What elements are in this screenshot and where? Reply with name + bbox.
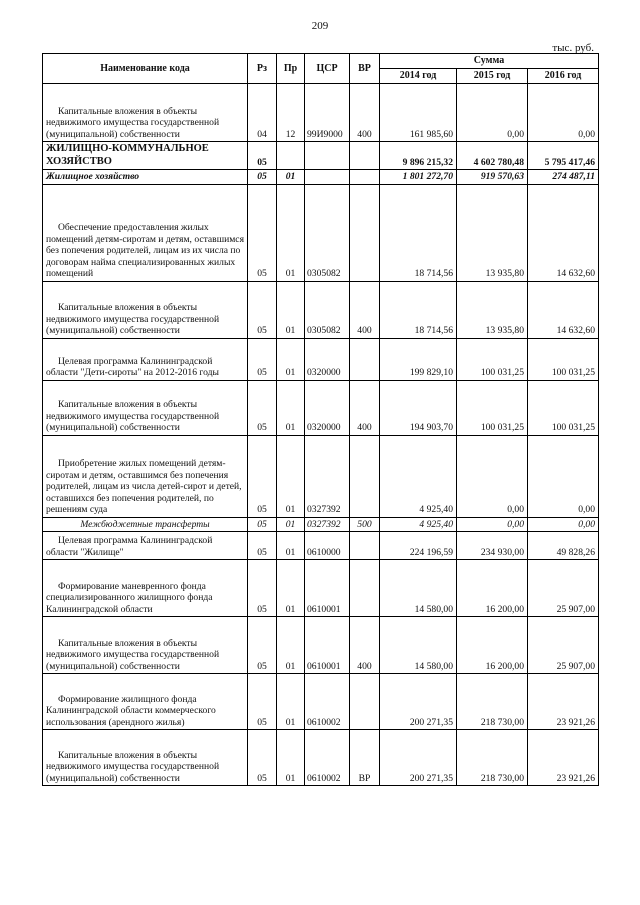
row-csr: 0327392 — [305, 517, 350, 532]
row-2014: 194 903,70 — [380, 380, 457, 435]
row-csr: 0305082 — [305, 184, 350, 281]
row-rz: 05 — [248, 184, 277, 281]
table-row — [43, 84, 599, 142]
row-vr: ВР — [350, 730, 380, 786]
header-rz: Рз — [248, 54, 277, 84]
row-name: Капитальные вложения в объекты недвижимого имущества государственной (муниципальной) собственности — [43, 730, 248, 786]
row-rz: 05 — [248, 560, 277, 617]
row-csr: 0327392 — [305, 435, 350, 517]
row-2016: 100 031,25 — [528, 338, 599, 380]
row-rz: 05 — [248, 435, 277, 517]
row-2014: 14 580,00 — [380, 560, 457, 617]
row-2016: 14 632,60 — [528, 281, 599, 338]
row-name: Капитальные вложения в объекты недвижимого имущества государственной (муниципальной) собственности — [43, 84, 248, 142]
row-csr: 0320000 — [305, 338, 350, 380]
row-vr — [350, 184, 380, 281]
row-pr: 01 — [277, 560, 305, 617]
row-name: Формирование жилищного фонда Калининградской области коммерческого использования (арендного жилья) — [43, 674, 248, 730]
row-rz: 05 — [248, 338, 277, 380]
row-vr — [350, 532, 380, 560]
row-name: Обеспечение предоставления жилых помещений детям-сиротам и детям, оставшимся без попечения родителей, лицам из их числа по договорам найма специализированных жилых помещений — [43, 184, 248, 281]
row-vr: 400 — [350, 84, 380, 142]
header-2014: 2014 год — [380, 69, 457, 84]
row-pr: 01 — [277, 338, 305, 380]
row-name: Целевая программа Калининградской области "Жилище" — [43, 532, 248, 560]
row-2016: 0,00 — [528, 517, 599, 532]
row-name: Межбюджетные трансферты — [43, 517, 248, 532]
row-2014: 224 196,59 — [380, 532, 457, 560]
row-rz: 05 — [248, 142, 277, 170]
row-pr: 01 — [277, 380, 305, 435]
row-rz: 05 — [248, 532, 277, 560]
row-2014: 18 714,56 — [380, 281, 457, 338]
table-row — [43, 435, 599, 517]
table-row — [43, 380, 599, 435]
row-2016: 23 921,26 — [528, 730, 599, 786]
page-number: 209 — [311, 20, 329, 32]
header-pr: Пр — [277, 54, 305, 84]
row-2014: 18 714,56 — [380, 184, 457, 281]
row-rz: 05 — [248, 617, 277, 674]
row-name: Целевая программа Калининградской области "Дети-сироты" на 2012-2016 годы — [43, 338, 248, 380]
table-row — [43, 170, 599, 185]
row-2015: 4 602 780,48 — [457, 142, 528, 170]
row-vr: 500 — [350, 517, 380, 532]
row-pr: 01 — [277, 170, 305, 185]
row-2015: 234 930,00 — [457, 532, 528, 560]
row-csr: 0610001 — [305, 560, 350, 617]
row-2016: 0,00 — [528, 84, 599, 142]
row-2014: 161 985,60 — [380, 84, 457, 142]
row-csr: 99И9000 — [305, 84, 350, 142]
row-pr: 12 — [277, 84, 305, 142]
row-2016: 14 632,60 — [528, 184, 599, 281]
row-rz: 05 — [248, 380, 277, 435]
row-csr: 0320000 — [305, 380, 350, 435]
header-csr: ЦСР — [305, 54, 350, 84]
row-2016: 23 921,26 — [528, 674, 599, 730]
table-row — [43, 517, 599, 532]
row-rz: 05 — [248, 517, 277, 532]
table-row — [43, 730, 599, 786]
row-vr: 400 — [350, 617, 380, 674]
row-vr — [350, 170, 380, 185]
row-pr: 01 — [277, 517, 305, 532]
row-2014: 9 896 215,32 — [380, 142, 457, 170]
row-name: Приобретение жилых помещений детям-сиротам и детям, оставшимся без попечения родителей, лицам из числа детей-сирот и детей, оставшихся без попечения родителей, по решениям суда — [43, 435, 248, 517]
row-2014: 200 271,35 — [380, 730, 457, 786]
table-row — [43, 338, 599, 380]
row-vr: 400 — [350, 380, 380, 435]
row-2014: 4 925,40 — [380, 517, 457, 532]
table-row — [43, 142, 599, 170]
table-row — [43, 617, 599, 674]
row-2016: 49 828,26 — [528, 532, 599, 560]
row-2015: 100 031,25 — [457, 338, 528, 380]
row-2014: 200 271,35 — [380, 674, 457, 730]
table-row — [43, 674, 599, 730]
row-name: Капитальные вложения в объекты недвижимого имущества государственной (муниципальной) собственности — [43, 617, 248, 674]
row-2016: 0,00 — [528, 435, 599, 517]
row-2015: 16 200,00 — [457, 617, 528, 674]
row-2016: 274 487,11 — [528, 170, 599, 185]
row-2015: 13 935,80 — [457, 281, 528, 338]
row-csr: 0610002 — [305, 674, 350, 730]
row-vr — [350, 338, 380, 380]
table-row — [43, 532, 599, 560]
row-name: Формирование маневренного фонда специализированного жилищного фонда Калининградской области — [43, 560, 248, 617]
row-rz: 05 — [248, 674, 277, 730]
row-pr: 01 — [277, 617, 305, 674]
row-pr: 01 — [277, 532, 305, 560]
row-2015: 0,00 — [457, 435, 528, 517]
row-csr: 0610001 — [305, 617, 350, 674]
budget-table — [42, 53, 599, 786]
unit-note: тыс. руб. — [552, 42, 594, 54]
row-csr — [305, 170, 350, 185]
row-2016: 25 907,00 — [528, 560, 599, 617]
row-csr: 0610002 — [305, 730, 350, 786]
row-pr: 01 — [277, 435, 305, 517]
row-2014: 1 801 272,70 — [380, 170, 457, 185]
row-2014: 4 925,40 — [380, 435, 457, 517]
row-csr: 0610000 — [305, 532, 350, 560]
row-2014: 14 580,00 — [380, 617, 457, 674]
row-2015: 100 031,25 — [457, 380, 528, 435]
row-pr: 01 — [277, 674, 305, 730]
row-name: Капитальные вложения в объекты недвижимого имущества государственной (муниципальной) собственности — [43, 380, 248, 435]
row-name: Жилищное хозяйство — [43, 170, 248, 185]
row-vr — [350, 560, 380, 617]
row-vr — [350, 674, 380, 730]
row-pr: 01 — [277, 730, 305, 786]
row-name: Капитальные вложения в объекты недвижимого имущества государственной (муниципальной) собственности — [43, 281, 248, 338]
row-2014: 199 829,10 — [380, 338, 457, 380]
header-name: Наименование кода — [43, 54, 248, 84]
row-2015: 16 200,00 — [457, 560, 528, 617]
row-pr: 01 — [277, 184, 305, 281]
table-row — [43, 281, 599, 338]
row-pr: 01 — [277, 281, 305, 338]
row-2015: 0,00 — [457, 517, 528, 532]
row-2015: 919 570,63 — [457, 170, 528, 185]
row-vr: 400 — [350, 281, 380, 338]
row-2015: 218 730,00 — [457, 730, 528, 786]
header-vr: ВР — [350, 54, 380, 84]
row-2016: 5 795 417,46 — [528, 142, 599, 170]
table-row — [43, 184, 599, 281]
table-row — [43, 560, 599, 617]
row-csr: 0305082 — [305, 281, 350, 338]
header-2016: 2016 год — [528, 69, 599, 84]
row-rz: 05 — [248, 170, 277, 185]
row-vr — [350, 142, 380, 170]
row-2016: 100 031,25 — [528, 380, 599, 435]
row-rz: 04 — [248, 84, 277, 142]
row-rz: 05 — [248, 730, 277, 786]
row-2015: 13 935,80 — [457, 184, 528, 281]
row-csr — [305, 142, 350, 170]
row-2015: 0,00 — [457, 84, 528, 142]
row-pr — [277, 142, 305, 170]
header-2015: 2015 год — [457, 69, 528, 84]
row-2016: 25 907,00 — [528, 617, 599, 674]
row-name: ЖИЛИЩНО-КОММУНАЛЬНОЕ ХОЗЯЙСТВО — [43, 142, 248, 170]
header-sum: Сумма — [380, 54, 599, 69]
row-vr — [350, 435, 380, 517]
row-rz: 05 — [248, 281, 277, 338]
row-2015: 218 730,00 — [457, 674, 528, 730]
